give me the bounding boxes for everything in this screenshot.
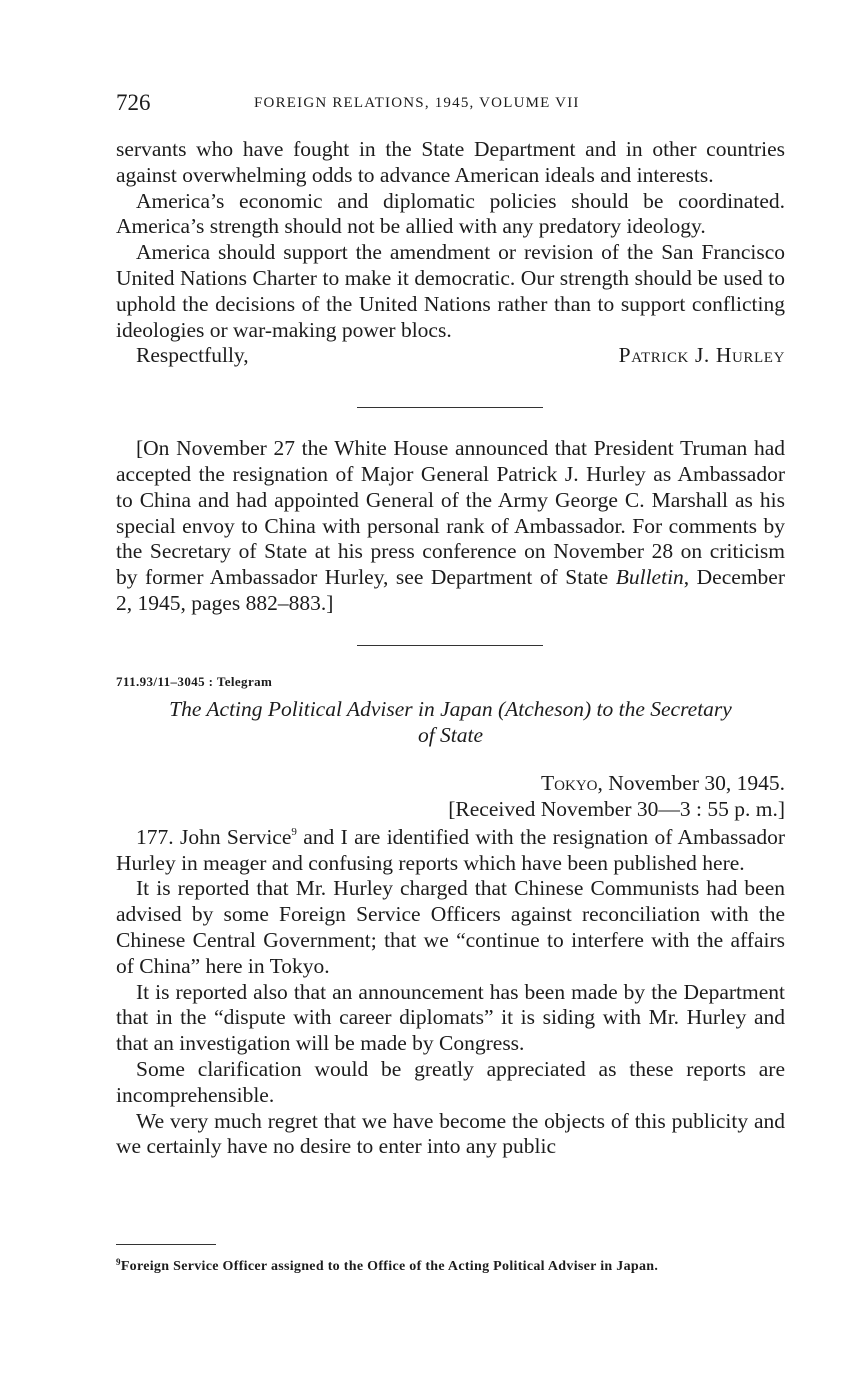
footnote [116,1259,785,1275]
running-head-title: FOREIGN RELATIONS, 1945, VOLUME VII [254,95,580,111]
file-number: 711.93/11–3045 : Telegram [116,673,273,689]
footnote-mark: 9 [116,1257,121,1267]
signature-line [116,343,785,369]
editorial-text-part: , December 2, 1945, pages 882–883.] [116,565,785,615]
letter-conclusion [116,137,785,369]
document-title-line: of State [417,722,484,747]
telegram-paragraph: We very much regret that we have become the objects of this publicity and we certainly have no desire to enter into any public [116,1108,785,1159]
telegram-text-part: 177. John Service [136,824,292,849]
dateline [116,770,785,822]
letter-paragraph: America should support the amendment or revision of the San Francisco United Nations Charter to make it democratic. Our strength should be used to uphold the decisions of the United Nations rather than to support conflicting ideologies or war-making power blocs. [116,240,785,342]
page [116,90,785,1160]
received-note: [Received November 30—3 : 55 p. m.] [448,796,785,821]
editorial-note [116,436,785,617]
letter-paragraph: servants who have fought in the State Department and in other countries against overwhelming odds to advance American ideals and interests. [116,137,785,187]
dateline-place-date [116,770,785,796]
footnote-reference: 9 [291,825,297,838]
signer-name: Patrick J. Hurley [618,343,785,368]
closing: Respectfully, [136,343,249,368]
document-title-line: The Acting Political Adviser in Japan (Atcheson) to the Secretary [169,696,732,721]
document-title [116,696,785,748]
telegram-paragraph: Some clarification would be greatly appreciated as these reports are incomprehensible. [116,1056,785,1107]
telegram-paragraph: It is reported also that an announcement has been made by the Department that in the “dispute with career diplomats” it is siding with Mr. Hurley and that an investigation will be made by Congress. [116,979,785,1056]
section-divider [357,645,543,646]
telegram-body [116,825,785,1160]
running-head [116,90,785,120]
section-divider [357,407,543,408]
editorial-text-part: [On November 27 the White House announced that President Truman had accepted the resignation of Major General Patrick J. Hurley as Ambassador to China and had appointed General of the Army George C. Marshall as his special envoy to China with personal rank of Ambassador. For comments by the Secretary of State at his press conference on November 28 on criticism by former Ambassador Hurley, see Department of State [116,436,785,590]
page-number: 726 [116,90,151,115]
bulletin-title: Bulletin [615,565,684,590]
telegram-paragraph [116,825,785,877]
editorial-note-text [116,436,785,617]
footnote-divider [116,1244,216,1245]
dateline-place: Tokyo [541,770,598,795]
telegram-text-part: and I are identified with the resignation of Ambassador Hurley in meager and confusing reports which have been published here. [116,824,785,875]
dateline-date: , November 30, 1945. [597,770,785,795]
telegram-paragraph: It is reported that Mr. Hurley charged that Chinese Communists had been advised by some Foreign Service Officers against reconciliation with the Chinese Central Government; that we “continue to interfere with the affairs of China” here in Tokyo. [116,876,785,978]
footnote-text: Foreign Service Officer assigned to the Office of the Acting Political Adviser in Japan. [120,1259,659,1274]
letter-paragraph: America’s economic and diplomatic policies should be coordinated. America’s strength should not be allied with any predatory ideology. [116,188,785,239]
